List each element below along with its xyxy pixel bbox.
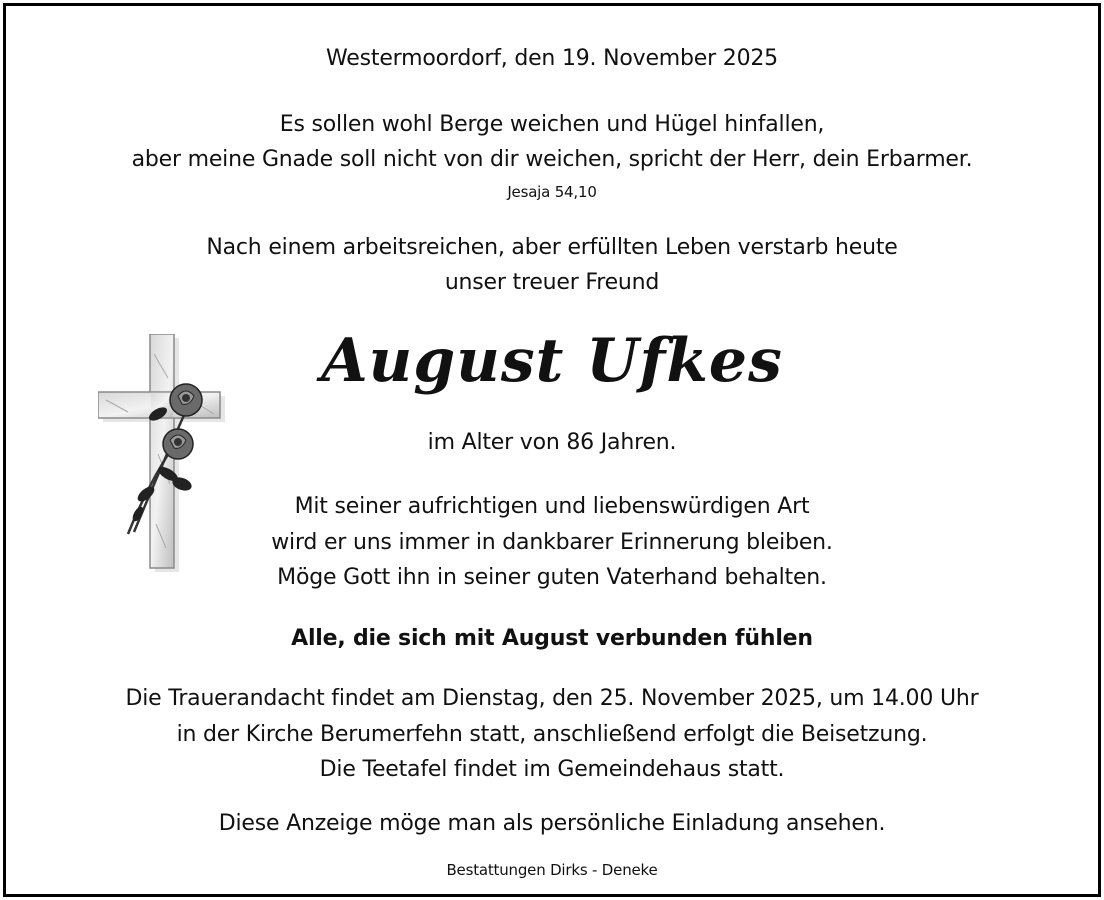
intro-line-2: unser treuer Freund — [444, 270, 660, 295]
deceased-name: August Ufkes — [321, 326, 783, 396]
service-line-2: in der Kirche Berumerfehn statt, anschließend erfolgt die Beisetzung. — [176, 722, 928, 747]
tribute-line-1: Mit seiner aufrichtigen und liebenswürdigen Art — [294, 494, 810, 519]
undertaker-line: Bestattungen Dirks - Deneke — [446, 861, 658, 879]
verse-reference: Jesaja 54,10 — [507, 183, 597, 201]
place-date: Westermoordorf, den 19. November 2025 — [326, 46, 778, 71]
verse-line-2: aber meine Gnade soll nicht von dir weichen, spricht der Herr, dein Erbarmer. — [131, 147, 973, 172]
service-line-1: Die Trauerandacht findet am Dienstag, den 25. November 2025, um 14.00 Uhr — [125, 686, 979, 711]
service-line-3: Die Teetafel findet im Gemeindehaus statt. — [319, 757, 785, 782]
age-line: im Alter von 86 Jahren. — [427, 430, 677, 455]
tribute-line-3: Möge Gott ihn in seiner guten Vaterhand behalten. — [277, 565, 827, 590]
tribute-line-2: wird er uns immer in dankbarer Erinnerung bleiben. — [271, 530, 833, 555]
mourners-line: Alle, die sich mit August verbunden fühlen — [291, 626, 813, 651]
invitation-line: Diese Anzeige möge man als persönliche Einladung ansehen. — [218, 811, 886, 836]
intro-line-1: Nach einem arbeitsreichen, aber erfüllten Leben verstarb heute — [206, 235, 898, 260]
verse-line-1: Es sollen wohl Berge weichen und Hügel hinfallen, — [279, 112, 825, 137]
